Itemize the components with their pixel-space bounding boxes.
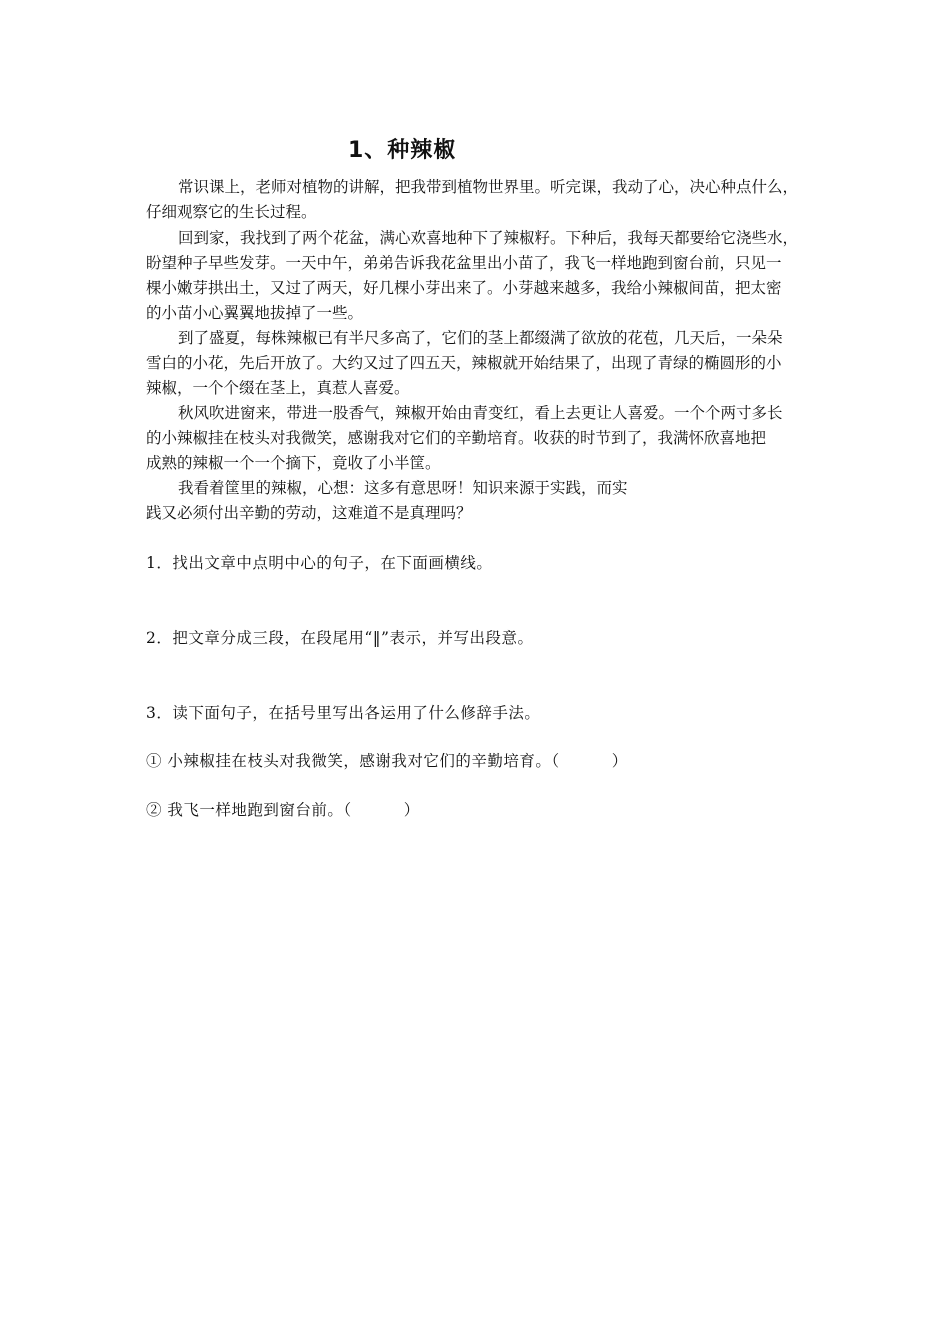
- closing-paren: ）: [403, 801, 420, 819]
- article-line: 践又必须付出辛勤的劳动，这难道不是真理吗？: [146, 504, 472, 522]
- question-3: 3．读下面句子，在括号里写出各运用了什么修辞手法。: [146, 704, 541, 722]
- article-line: 棵小嫩芽拱出土，又过了两天，好几棵小芽出来了。小芽越来越多，我给小辣椒间苗，把太密: [146, 279, 782, 297]
- article-line: 辣椒，一个个缀在茎上，真惹人喜爱。: [146, 379, 410, 397]
- article-line: 到了盛夏，每株辣椒已有半尺多高了，它们的茎上都缀满了欲放的花苞，几天后，一朵朵: [178, 329, 783, 347]
- article-line: 成熟的辣椒一个一个摘下，竟收了小半筐。: [146, 454, 441, 472]
- question-3-item-1-text: ① 小辣椒挂在枝头对我微笑，感谢我对它们的辛勤培育。（: [146, 752, 560, 770]
- article-line: 的小辣椒挂在枝头对我微笑，感谢我对它们的辛勤培育。收获的时节到了，我满怀欣喜地把: [146, 429, 767, 447]
- question-3-item-2: [146, 800, 420, 820]
- article-line: 常识课上，老师对植物的讲解，把我带到植物世界里。听完课，我动了心，决心种点什么，: [178, 178, 799, 196]
- article-line: 盼望种子早些发芽。一天中午，弟弟告诉我花盆里出小苗了，我飞一样地跑到窗台前，只见一: [146, 254, 782, 272]
- closing-paren: ）: [611, 752, 628, 770]
- article-line: 我看着筐里的辣椒，心想：这多有意思呀！知识来源于实践，而实: [178, 479, 628, 497]
- article-title: 1、种辣椒: [348, 138, 457, 163]
- question-1: 1．找出文章中点明中心的句子，在下面画横线。: [146, 554, 493, 572]
- question-2: 2．把文章分成三段，在段尾用“‖”表示，并写出段意。: [146, 629, 534, 647]
- article-line: 的小苗小心翼翼地拔掉了一些。: [146, 304, 364, 322]
- question-3-item-1: [146, 751, 628, 771]
- article-line: 回到家，我找到了两个花盆，满心欢喜地种下了辣椒籽。下种后，我每天都要给它浇些水，: [178, 229, 799, 247]
- question-3-item-2-text: ② 我飞一样地跑到窗台前。（: [146, 801, 352, 819]
- article-line: 雪白的小花，先后开放了。大约又过了四五天，辣椒就开始结果了，出现了青绿的椭圆形的小: [146, 354, 782, 372]
- article-line: 秋风吹进窗来，带进一股香气，辣椒开始由青变红，看上去更让人喜爱。一个个两寸多长: [178, 404, 783, 422]
- article-line: 仔细观察它的生长过程。: [146, 203, 317, 221]
